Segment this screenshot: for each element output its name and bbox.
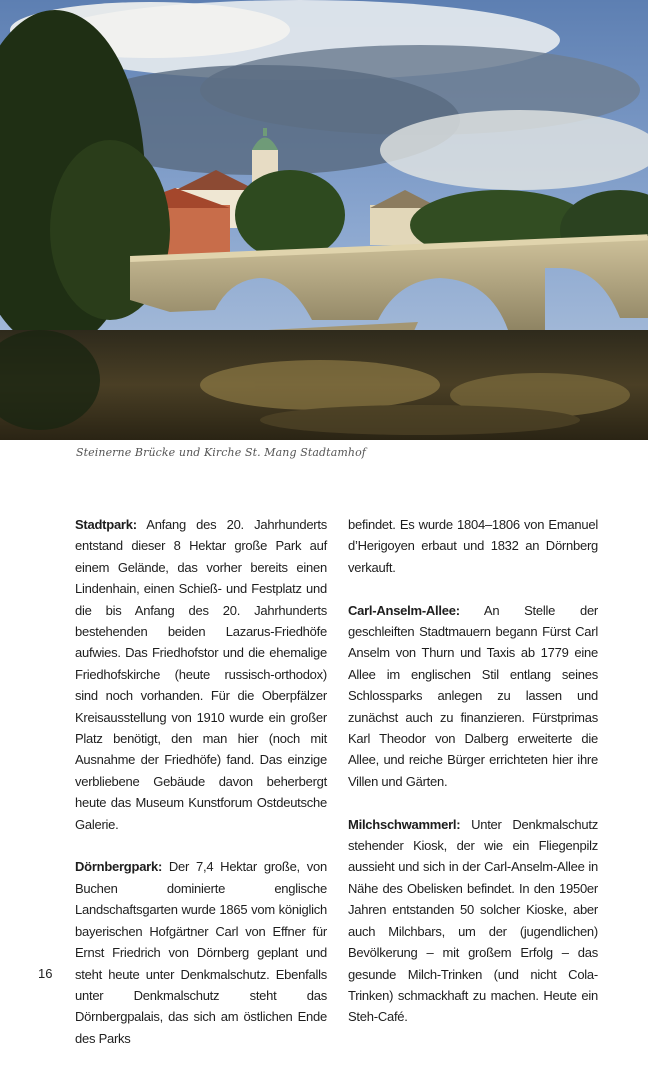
text-milchschwammerl: Unter Denkmalschutz stehender Kiosk, der wie ein Fliegenpilz aussieht und sich in der Carl-Anselm-Allee in Nähe des Obelisken befindet. In den 1950er Jahren entstanden 50 solcher Kioske, aber auch Milchbars, um der (jugendlichen) Bevölkerung – mit großem Erfolg – das gesunde Milch-Trinken (und nicht Cola-Trinken) schmackhaft zu machen. Heute ein Steh-Café. bbox=[348, 816, 598, 1025]
heading-carl-anselm-allee: Carl-Anselm-Allee: bbox=[348, 602, 460, 618]
heading-milchschwammerl: Milchschwammerl: bbox=[348, 816, 461, 832]
heading-doernbergpark: Dörnbergpark: bbox=[75, 859, 163, 875]
text-doernbergpark-cont: befindet. Es wurde 1804–1806 von Emanuel d’Herigoyen erbaut und 1832 an Dörnberg verkauft. bbox=[348, 517, 598, 575]
text-stadtpark: Anfang des 20. Jahrhunderts entstand dieser 8 Hektar große Park auf einem Gelände, das vorher bereits einen Lindenhain, einen Schieß- und Festplatz und die bis Anfang des 20. Jahrhunderts bestehenden beiden Lazarus-Friedhöfe aufwies. Das Friedhofstor und die ehemalige Friedhofskirche (heute russisch-orthodox) sind noch vorhanden. Für die Oberpfälzer Kreisausstellung von 1910 wurde ein großer Platz benötigt, den man hier (noch mit Ausnahme der Friedhöfe) fand. Das einzige verbliebene Gebäude davon beherbergt heute das Museum Kunstforum Ostdeutsche Galerie. bbox=[75, 517, 327, 832]
paragraph-carl-anselm-allee bbox=[348, 600, 598, 793]
heading-stadtpark: Stadtpark: bbox=[75, 517, 137, 532]
paragraph-doernbergpark-cont bbox=[348, 514, 598, 578]
right-text-column bbox=[348, 514, 598, 1049]
paragraph-doernbergpark bbox=[75, 856, 327, 1049]
bridge-photo bbox=[0, 0, 648, 440]
paragraph-milchschwammerl bbox=[348, 814, 598, 1028]
text-doernbergpark: Der 7,4 Hektar große, von Buchen dominierte englische Landschaftsgarten wurde 1865 vom königlich bayerischen Hofgärtner Carl von Effner für Ernst Friedrich von Dörnberg geplant und steht heute unter Denkmalschutz. Ebenfalls unter Denkmalschutz steht das Dörnbergpalais, das sich am östlichen Ende des Parks bbox=[75, 859, 327, 1046]
bridge-photo-illustration bbox=[0, 0, 648, 440]
text-carl-anselm-allee: An Stelle der geschleiften Stadtmauern begann Fürst Carl Anselm von Thurn und Taxis ab 1779 eine Allee im englischen Stil entlang seines Schlossparks anlegen zu lassen und zunächst auch zu finanzieren. Fürstprimas Karl Theodor von Dalberg erweiterte die Allee, und reiche Bürger errichteten hier ihre Villen und Gärten. bbox=[348, 602, 598, 789]
paragraph-stadtpark bbox=[75, 514, 327, 835]
page-number: 16 bbox=[38, 966, 53, 981]
photo-caption: Steinerne Brücke und Kirche St. Mang Stadtamhof bbox=[76, 446, 366, 459]
left-text-column bbox=[75, 514, 327, 1071]
